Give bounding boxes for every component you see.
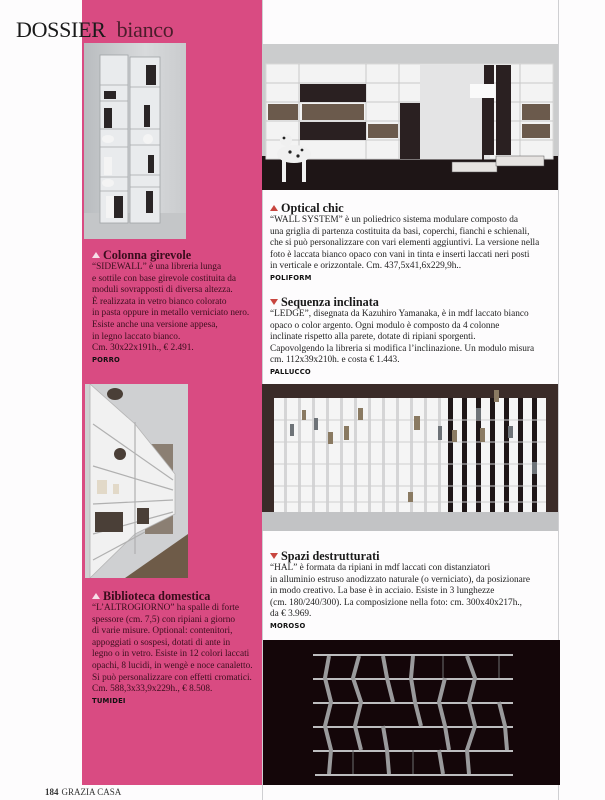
brand-label: PALLUCCO bbox=[270, 367, 311, 376]
brand-label: TUMIDEI bbox=[92, 696, 126, 705]
photo-colonna-girevole bbox=[84, 43, 186, 239]
triangle-up-icon bbox=[92, 593, 100, 599]
subsection-label: bianco bbox=[116, 17, 174, 42]
triangle-up-icon bbox=[270, 205, 278, 211]
hal-shelving-illustration bbox=[263, 640, 560, 785]
photo-sequenza-inclinata bbox=[262, 384, 558, 531]
triangle-down-icon bbox=[270, 299, 278, 305]
header-slash: / bbox=[105, 17, 112, 42]
article-optical-chic bbox=[270, 201, 555, 283]
brand-label: PORRO bbox=[92, 355, 121, 364]
photo-optical-chic bbox=[262, 44, 558, 190]
article-sequenza-inclinata bbox=[270, 295, 555, 377]
photo-biblioteca-domestica bbox=[85, 384, 188, 578]
page-header bbox=[16, 17, 173, 43]
article-biblioteca-domestica bbox=[92, 589, 260, 706]
article-colonna-girevole bbox=[92, 248, 260, 365]
article-title: Optical chic bbox=[270, 201, 555, 215]
article-body: “WALL SYSTEM” è un poliedrico sistema modulare composto da una griglia di partenza costituita da basi, coperchi, fianchi e schienali, che si può personalizzare con vari elementi aggiuntivi. La versione nella foto è laccata bianco opaco con vani in tinta e inserti laccati neri posti in verticale e orizzontale. Cm. 437,5x41,6x229,9h.. bbox=[270, 215, 540, 272]
article-body: “SIDEWALL” è una libreria lunga e sottile con base girevole costituita da moduli sovrapposti di diversa altezza. È realizzata in vetro bianco colorato in pasta oppure in metallo verniciato nero. Esiste anche una versione appesa, in legno laccato bianco. Cm. 30x22x191h., € 2.491. bbox=[92, 262, 250, 354]
triangle-up-icon bbox=[92, 252, 100, 258]
section-label: DOSSIER bbox=[16, 17, 106, 42]
brand-label: MOROSO bbox=[270, 621, 306, 630]
article-title: Colonna girevole bbox=[92, 248, 260, 262]
article-body: “LEDGE”, disegnata da Kazuhiro Yamanaka, è in mdf laccato bianco opaco o color argento. Ogni modulo è composto da 4 colonne inclinate rispetto alla parete, dotate di ripiani sporgenti. Capovolgendo la libreria si modifica l’inclinazione. Un modulo misura cm. 112x39x210h. e costa € 1.443. bbox=[270, 309, 535, 366]
photo-spazi-destrutturati bbox=[263, 640, 560, 785]
article-spazi-destrutturati bbox=[270, 549, 555, 631]
altrogiorno-bookcase-illustration bbox=[85, 384, 188, 578]
triangle-down-icon bbox=[270, 553, 278, 559]
page-footer bbox=[45, 787, 121, 797]
page-number: 184 bbox=[45, 787, 59, 797]
wall-system-illustration bbox=[262, 44, 558, 190]
sidewall-bookcase-illustration bbox=[84, 43, 186, 239]
article-title: Spazi destrutturati bbox=[270, 549, 555, 563]
brand-label: POLIFORM bbox=[270, 273, 312, 282]
article-body: “L’ALTROGIORNO” ha spalle di forte spessore (cm. 7,5) con ripiani a giorno di varie misure. Optional: contenitori, appoggiati o sospesi, dotati di ante in legno o in vetro. Esiste in 12 colori laccati opachi, 8 lucidi, in wengè e noce canaletto. Si può personalizzare con effetti cromatici. Cm. 588,3x33,9x229h., € 8.508. bbox=[92, 603, 253, 695]
article-body: “HAL” è formata da ripiani in mdf laccati con distanziatori in alluminio estruso anodizzato naturale (o verniciato), da posizionare in modo creativo. La base è in acciaio. Esiste in 3 lunghezze (cm. 180/240/300). La composizione nella foto: cm. 300x40x217h., da € 3.969. bbox=[270, 563, 530, 620]
ledge-bookcase-illustration bbox=[262, 384, 558, 531]
article-title: Biblioteca domestica bbox=[92, 589, 260, 603]
magazine-name: GRAZIA CASA bbox=[61, 787, 122, 797]
article-title: Sequenza inclinata bbox=[270, 295, 555, 309]
